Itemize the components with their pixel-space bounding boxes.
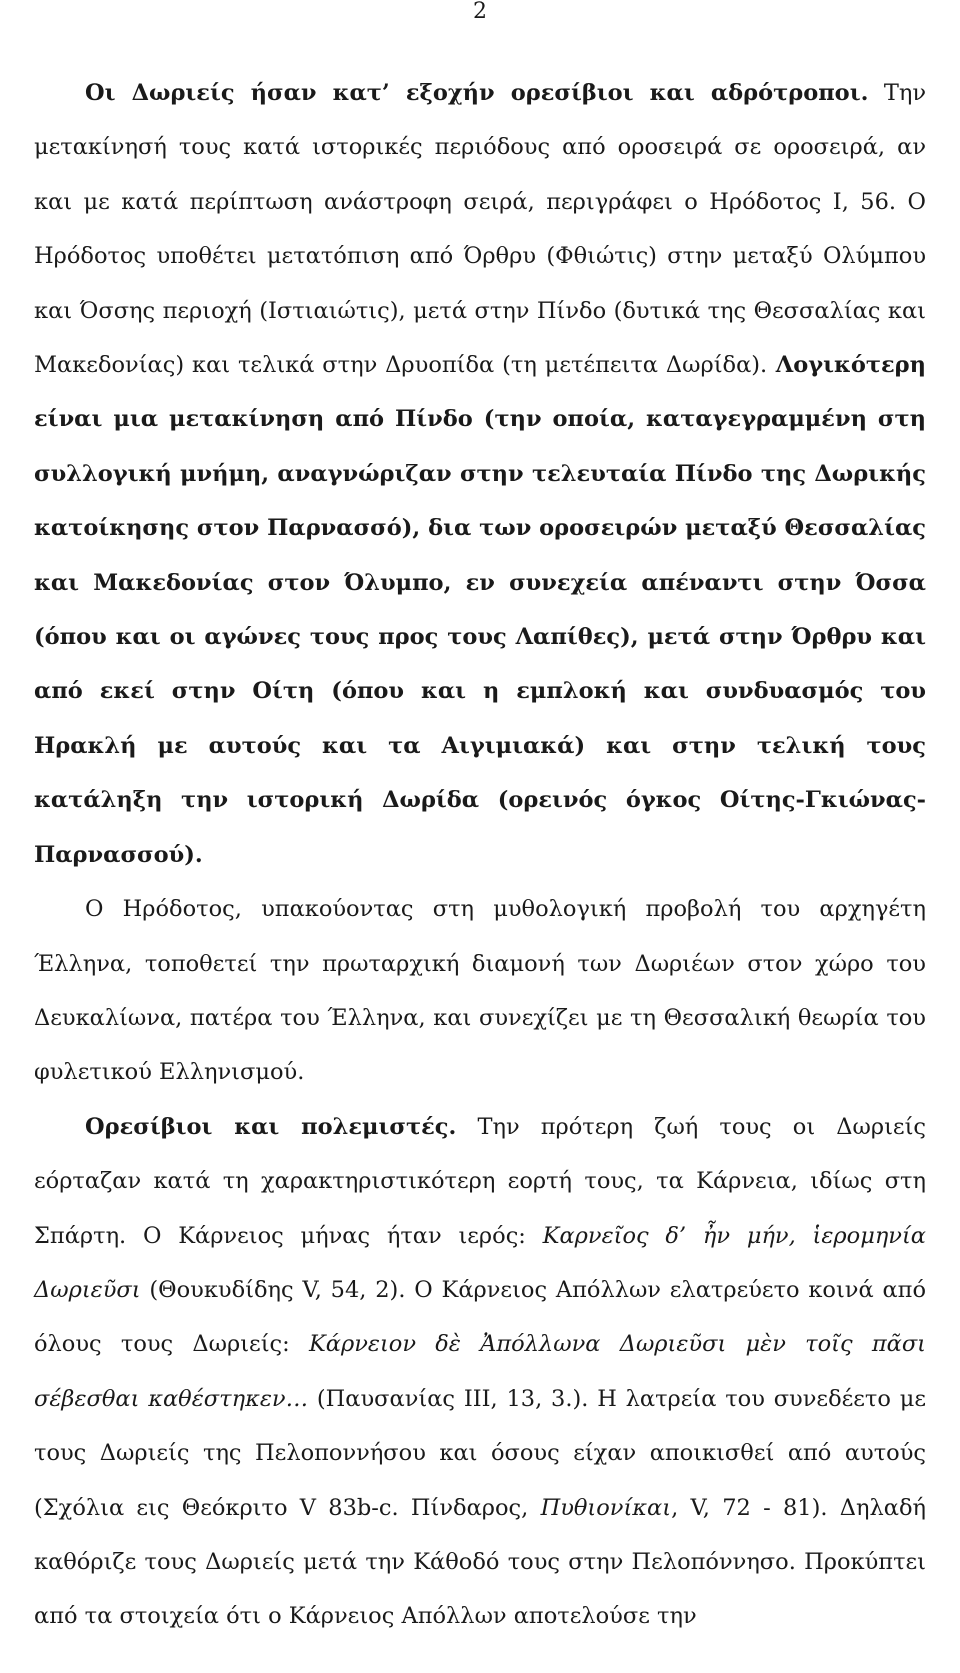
paragraph-text: Την πρότερη ζωή τους οι Δωριείς εόρταζαν κατά τη χαρακτηριστικότερη εορτή τους, τα Κάρνεια, ιδίως στη Σπάρτη. Ο Κάρνειος μήνας ήταν ιερός: bbox=[34, 1113, 926, 1249]
paragraph-warriors-karneia bbox=[34, 1100, 926, 1644]
quote-pausanias: Κάρνειον δὲ Ἀπόλλωνα Δωριεῦσι μὲν τοῖς πᾶσι σέβεσθαι καθέστηκεν… bbox=[34, 1331, 927, 1412]
paragraph-text: (Παυσανίας ΙΙΙ, 13, 3.). Η λατρεία του συνεδέετο με τους Δωριείς της Πελοποννήσου και όσους είχαν αποικισθεί από αυτούς (Σχόλια εις Θεόκριτο V 83b-c. Πίνδαρος, bbox=[34, 1385, 927, 1521]
bold-passage-pindus-migration: Λογικότερη είναι μια μετακίνηση από Πίνδο (την οποία, καταγεγραμμένη στη συλλογική μνήμη, αναγνώριζαν στην τελευταία Πίνδο της Δωρικής κατοίκησης στον Παρνασσό), δια των οροσειρών μεταξύ Θεσσαλίας και Μακεδονίας στον Όλυμπο, εν συνεχεία απέναντι στην Όσσα (όπου και οι αγώνες τους προς τους Λαπίθες), μετά στην Όρθρυ και από εκεί στην Οίτη (όπου και η εμπλοκή και συνδυασμός του Ηρακλή με αυτούς και τα Αιγιμιακά) και στην τελική τους κατάληξη την ιστορική Δωρίδα (ορεινός όγκος Οίτης-Γκιώνας-Παρνασσού). bbox=[34, 352, 926, 868]
document-body bbox=[34, 66, 926, 1644]
bold-lead-dorians: Οι Δωριείς ήσαν κατ’ εξοχήν ορεσίβιοι και αδρότροποι. bbox=[85, 80, 869, 106]
paragraph-text: , V, 72 - 81). Δηλαδή καθόριζε τους Δωριείς μετά την Κάθοδό τους στην Πελοπόννησο. Προκύπτει από τα στοιχεία ότι ο Κάρνειος Απόλλων αποτελούσε την bbox=[34, 1494, 927, 1630]
paragraph-text: Ο Ηρόδοτος, υπακούοντας στη μυθολογική προβολή του αρχηγέτη Έλληνα, τοποθετεί την πρωταρχική διαμονή των Δωριέων στον χώρο του Δευκαλίωνα, πατέρα του Έλληνα, και συνεχίζει με τη Θεσσαλική θεωρία του φυλετικού Ελληνισμού. bbox=[34, 896, 926, 1086]
paragraph-dorians-mountain-dwellers bbox=[34, 66, 926, 882]
paragraph-text: (Θουκυδίδης V, 54, 2). Ο Κάρνειος Απόλλων ελατρεύετο κοινά από όλους τους Δωριείς: bbox=[34, 1276, 926, 1358]
paragraph-text: Την μετακίνησή τους κατά ιστορικές περιόδους από οροσειρά σε οροσειρά, αν και με κατά περίπτωση ανάστροφη σειρά, περιγράφει ο Ηρόδοτος Ι, 56. Ο Ηρόδοτος υποθέτει μετατόπιση από Όρθρυ (Φθιώτις) στην μεταξύ Ολύμπου και Όσσης περιοχή (Ιστιαιώτις), μετά στην Πίνδο (δυτικά της Θεσσαλίας και Μακεδονίας) και τελικά στην Δρυοπίδα (τη μετέπειτα Δωρίδα). bbox=[34, 80, 926, 379]
quote-thucydides: Καρνεῖος δ’ ἦν μήν, ἱερομηνία Δωριεῦσι bbox=[34, 1222, 926, 1303]
page-number: 2 bbox=[473, 0, 487, 24]
paragraph-herodotus-hellen bbox=[34, 882, 926, 1100]
title-pythian-odes: Πυθιονίκαι bbox=[540, 1494, 672, 1521]
bold-lead-warriors: Ορεσίβιοι και πολεμιστές. bbox=[85, 1113, 457, 1140]
